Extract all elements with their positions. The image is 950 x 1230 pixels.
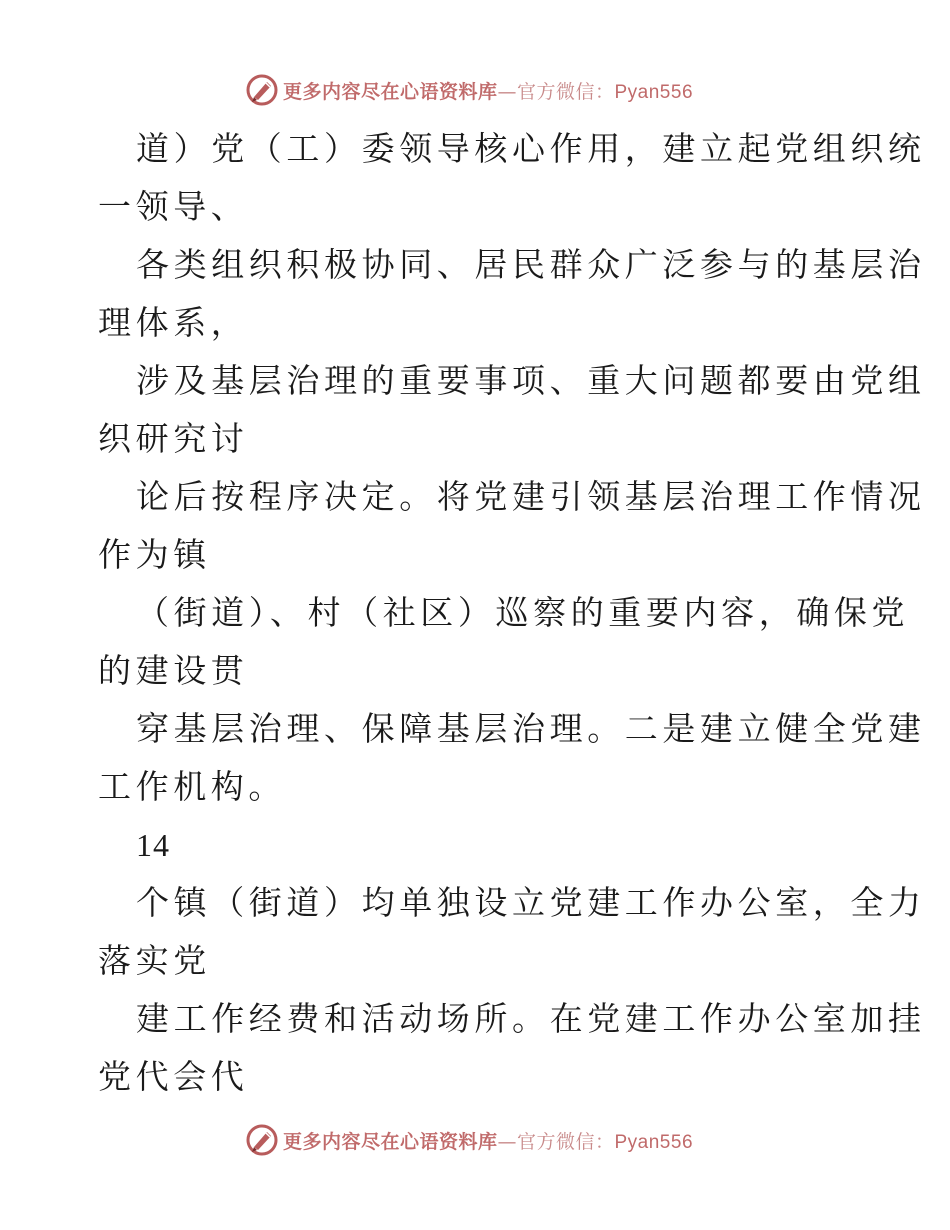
text-line: 穿基层治理、保障基层治理。二是建立健全党建 bbox=[136, 709, 926, 748]
text-line: 论后按程序决定。将党建引领基层治理工作情况 bbox=[136, 477, 926, 516]
pen-logo-icon bbox=[245, 73, 279, 107]
watermark-account: Pyan556 bbox=[614, 81, 694, 103]
text-line: 工作机构。 bbox=[98, 767, 286, 806]
watermark-dash: — bbox=[497, 1130, 517, 1153]
footer-watermark bbox=[0, 1120, 950, 1160]
text-line: 各类组织积极协同、居民群众广泛参与的基层治 bbox=[136, 245, 926, 284]
text-line-number: 14 bbox=[136, 827, 170, 863]
text-line: 织研究讨 bbox=[98, 419, 249, 458]
text-line: （街道）、村（社区）巡察的重要内容，确保党 bbox=[136, 593, 910, 632]
text-line: 落实党 bbox=[98, 941, 211, 980]
watermark-group bbox=[245, 1123, 693, 1157]
document-body bbox=[98, 120, 926, 1106]
watermark-sub: 官方微信： bbox=[516, 1130, 615, 1153]
text-line: 涉及基层治理的重要事项、重大问题都要由党组 bbox=[136, 361, 926, 400]
text-line: 建工作经费和活动场所。在党建工作办公室加挂 bbox=[136, 999, 926, 1038]
text-line: 的建设贯 bbox=[98, 651, 249, 690]
watermark-text bbox=[283, 1127, 693, 1154]
watermark-group bbox=[245, 73, 693, 107]
pen-logo-icon bbox=[245, 1123, 279, 1157]
header-watermark bbox=[0, 70, 950, 110]
watermark-account: Pyan556 bbox=[614, 1131, 694, 1153]
text-line: 个镇（街道）均单独设立党建工作办公室，全力 bbox=[136, 883, 926, 922]
watermark-dash: — bbox=[497, 80, 517, 103]
text-line: 作为镇 bbox=[98, 535, 211, 574]
watermark-main: 更多内容尽在心语资料库 bbox=[282, 80, 498, 103]
text-line: 道）党（工）委领导核心作用，建立起党组织统 bbox=[136, 129, 926, 168]
text-line: 理体系， bbox=[98, 303, 249, 342]
watermark-sub: 官方微信： bbox=[516, 80, 615, 103]
text-line: 一领导、 bbox=[98, 187, 249, 226]
watermark-text bbox=[283, 77, 693, 104]
text-line: 党代会代 bbox=[98, 1057, 249, 1096]
watermark-main: 更多内容尽在心语资料库 bbox=[282, 1130, 498, 1153]
